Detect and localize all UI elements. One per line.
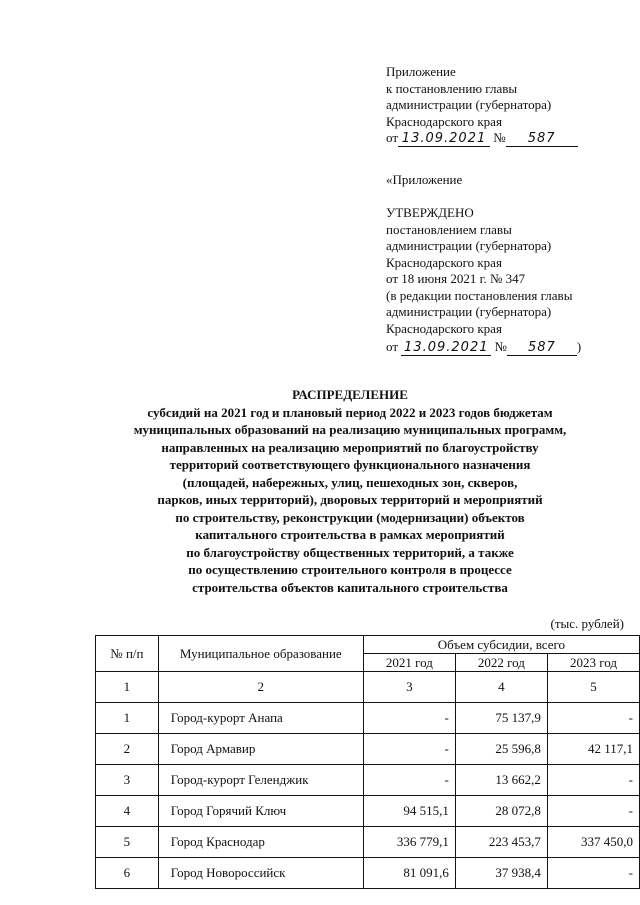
header-2021: 2021 год <box>363 654 455 672</box>
table-header-row <box>96 636 640 654</box>
appendix-header <box>386 64 578 147</box>
row-2021: - <box>363 703 455 734</box>
row-name: Город Армавир <box>158 734 363 765</box>
handwritten-date: 13.09.2021 <box>401 341 491 356</box>
row-name: Город Новороссийск <box>158 858 363 889</box>
appendix-line: Краснодарского края <box>386 113 502 129</box>
row-num: 4 <box>96 796 159 827</box>
title-line: строительства объектов капитального строительства <box>192 579 508 595</box>
row-2023: - <box>547 703 639 734</box>
appendix-quote <box>386 172 462 189</box>
row-2023: - <box>547 858 639 889</box>
row-num: 1 <box>96 703 159 734</box>
table-row <box>96 827 640 858</box>
title-line: муниципальных образований на реализацию муниципальных программ, <box>133 422 567 437</box>
appendix-line: администрации (губернатора) <box>386 97 552 112</box>
approved-line: Краснодарского края <box>386 320 502 336</box>
row-2022: 25 596,8 <box>455 734 547 765</box>
row-2022: 223 453,7 <box>455 827 547 858</box>
number-sign: № <box>493 130 506 145</box>
header-2022: 2022 год <box>455 654 547 672</box>
row-num: 5 <box>96 827 159 858</box>
row-2022: 28 072,8 <box>455 796 547 827</box>
handwritten-number: 587 <box>507 341 577 356</box>
document-title <box>60 386 640 596</box>
appendix-line: Приложение <box>386 64 456 79</box>
title-line: территорий соответствующего функционального назначения <box>169 457 531 472</box>
title-line: субсидий на 2021 год и плановый период 2022 и 2023 годов бюджетам <box>147 404 553 420</box>
appendix-quote-title: «Приложение <box>386 172 463 187</box>
row-2022: 37 938,4 <box>455 858 547 889</box>
approved-line: администрации (губернатора) <box>386 238 552 253</box>
approved-line: Краснодарского края <box>386 254 502 270</box>
row-num: 2 <box>96 734 159 765</box>
approved-line: постановлением главы <box>386 221 512 237</box>
appendix-line: к постановлению главы <box>386 80 518 96</box>
table-row <box>96 734 640 765</box>
approved-line: от 18 июня 2021 г. № 347 <box>386 271 526 286</box>
index-cell: 4 <box>455 672 547 703</box>
title-line: (площадей, набережных, улиц, пешеходных зон, скверов, <box>182 474 518 490</box>
closing-paren: ) <box>576 339 582 354</box>
header-2023: 2023 год <box>547 654 639 672</box>
date-prefix: от <box>386 130 399 145</box>
row-num: 6 <box>96 858 159 889</box>
title-line: по строительству, реконструкции (модернизации) объектов <box>175 509 525 525</box>
index-cell: 2 <box>158 672 363 703</box>
index-cell: 1 <box>96 672 159 703</box>
row-2022: 75 137,9 <box>455 703 547 734</box>
handwritten-number: 587 <box>506 132 578 147</box>
approved-block <box>386 205 581 356</box>
index-cell: 3 <box>363 672 455 703</box>
row-2021: 94 515,1 <box>363 796 455 827</box>
header-group: Объем субсидии, всего <box>363 636 639 654</box>
row-2021: 336 779,1 <box>363 827 455 858</box>
row-2023: - <box>547 765 639 796</box>
row-2023: - <box>547 796 639 827</box>
row-2021: - <box>363 765 455 796</box>
subsidy-table <box>95 635 640 889</box>
approved-date-line <box>386 339 581 356</box>
header-num: № п/п <box>96 636 159 672</box>
row-name: Город-курорт Анапа <box>158 703 363 734</box>
title-line: по осуществлению строительного контроля в процессе <box>188 562 512 577</box>
row-name: Город Краснодар <box>158 827 363 858</box>
title-line: по благоустройству общественных территорий, а также <box>186 544 514 560</box>
handwritten-date: 13.09.2021 <box>398 132 490 147</box>
index-cell: 5 <box>547 672 639 703</box>
approved-line: (в редакции постановления главы <box>386 287 573 303</box>
title-line: капитального строительства в рамках мероприятий <box>195 527 505 542</box>
header-name: Муниципальное образование <box>158 636 363 672</box>
approved-line: администрации (губернатора) <box>386 304 552 319</box>
table-row <box>96 703 640 734</box>
appendix-date-line <box>386 130 578 147</box>
number-sign: № <box>494 339 507 354</box>
row-name: Город-курорт Геленджик <box>158 765 363 796</box>
row-2023: 42 117,1 <box>547 734 639 765</box>
table-index-row <box>96 672 640 703</box>
title-line: РАСПРЕДЕЛЕНИЕ <box>292 387 408 402</box>
title-line: направленных на реализацию мероприятий по благоустройству <box>161 439 539 455</box>
units-label: (тыс. рублей) <box>550 616 624 631</box>
date-prefix: от <box>386 339 399 354</box>
row-name: Город Горячий Ключ <box>158 796 363 827</box>
row-2021: 81 091,6 <box>363 858 455 889</box>
table-row <box>96 765 640 796</box>
title-line: парков, иных территорий), дворовых территорий и мероприятий <box>157 492 543 507</box>
row-2023: 337 450,0 <box>547 827 639 858</box>
table-row <box>96 796 640 827</box>
row-2021: - <box>363 734 455 765</box>
table-row <box>96 858 640 889</box>
approved-head: УТВЕРЖДЕНО <box>386 205 474 220</box>
row-2022: 13 662,2 <box>455 765 547 796</box>
row-num: 3 <box>96 765 159 796</box>
